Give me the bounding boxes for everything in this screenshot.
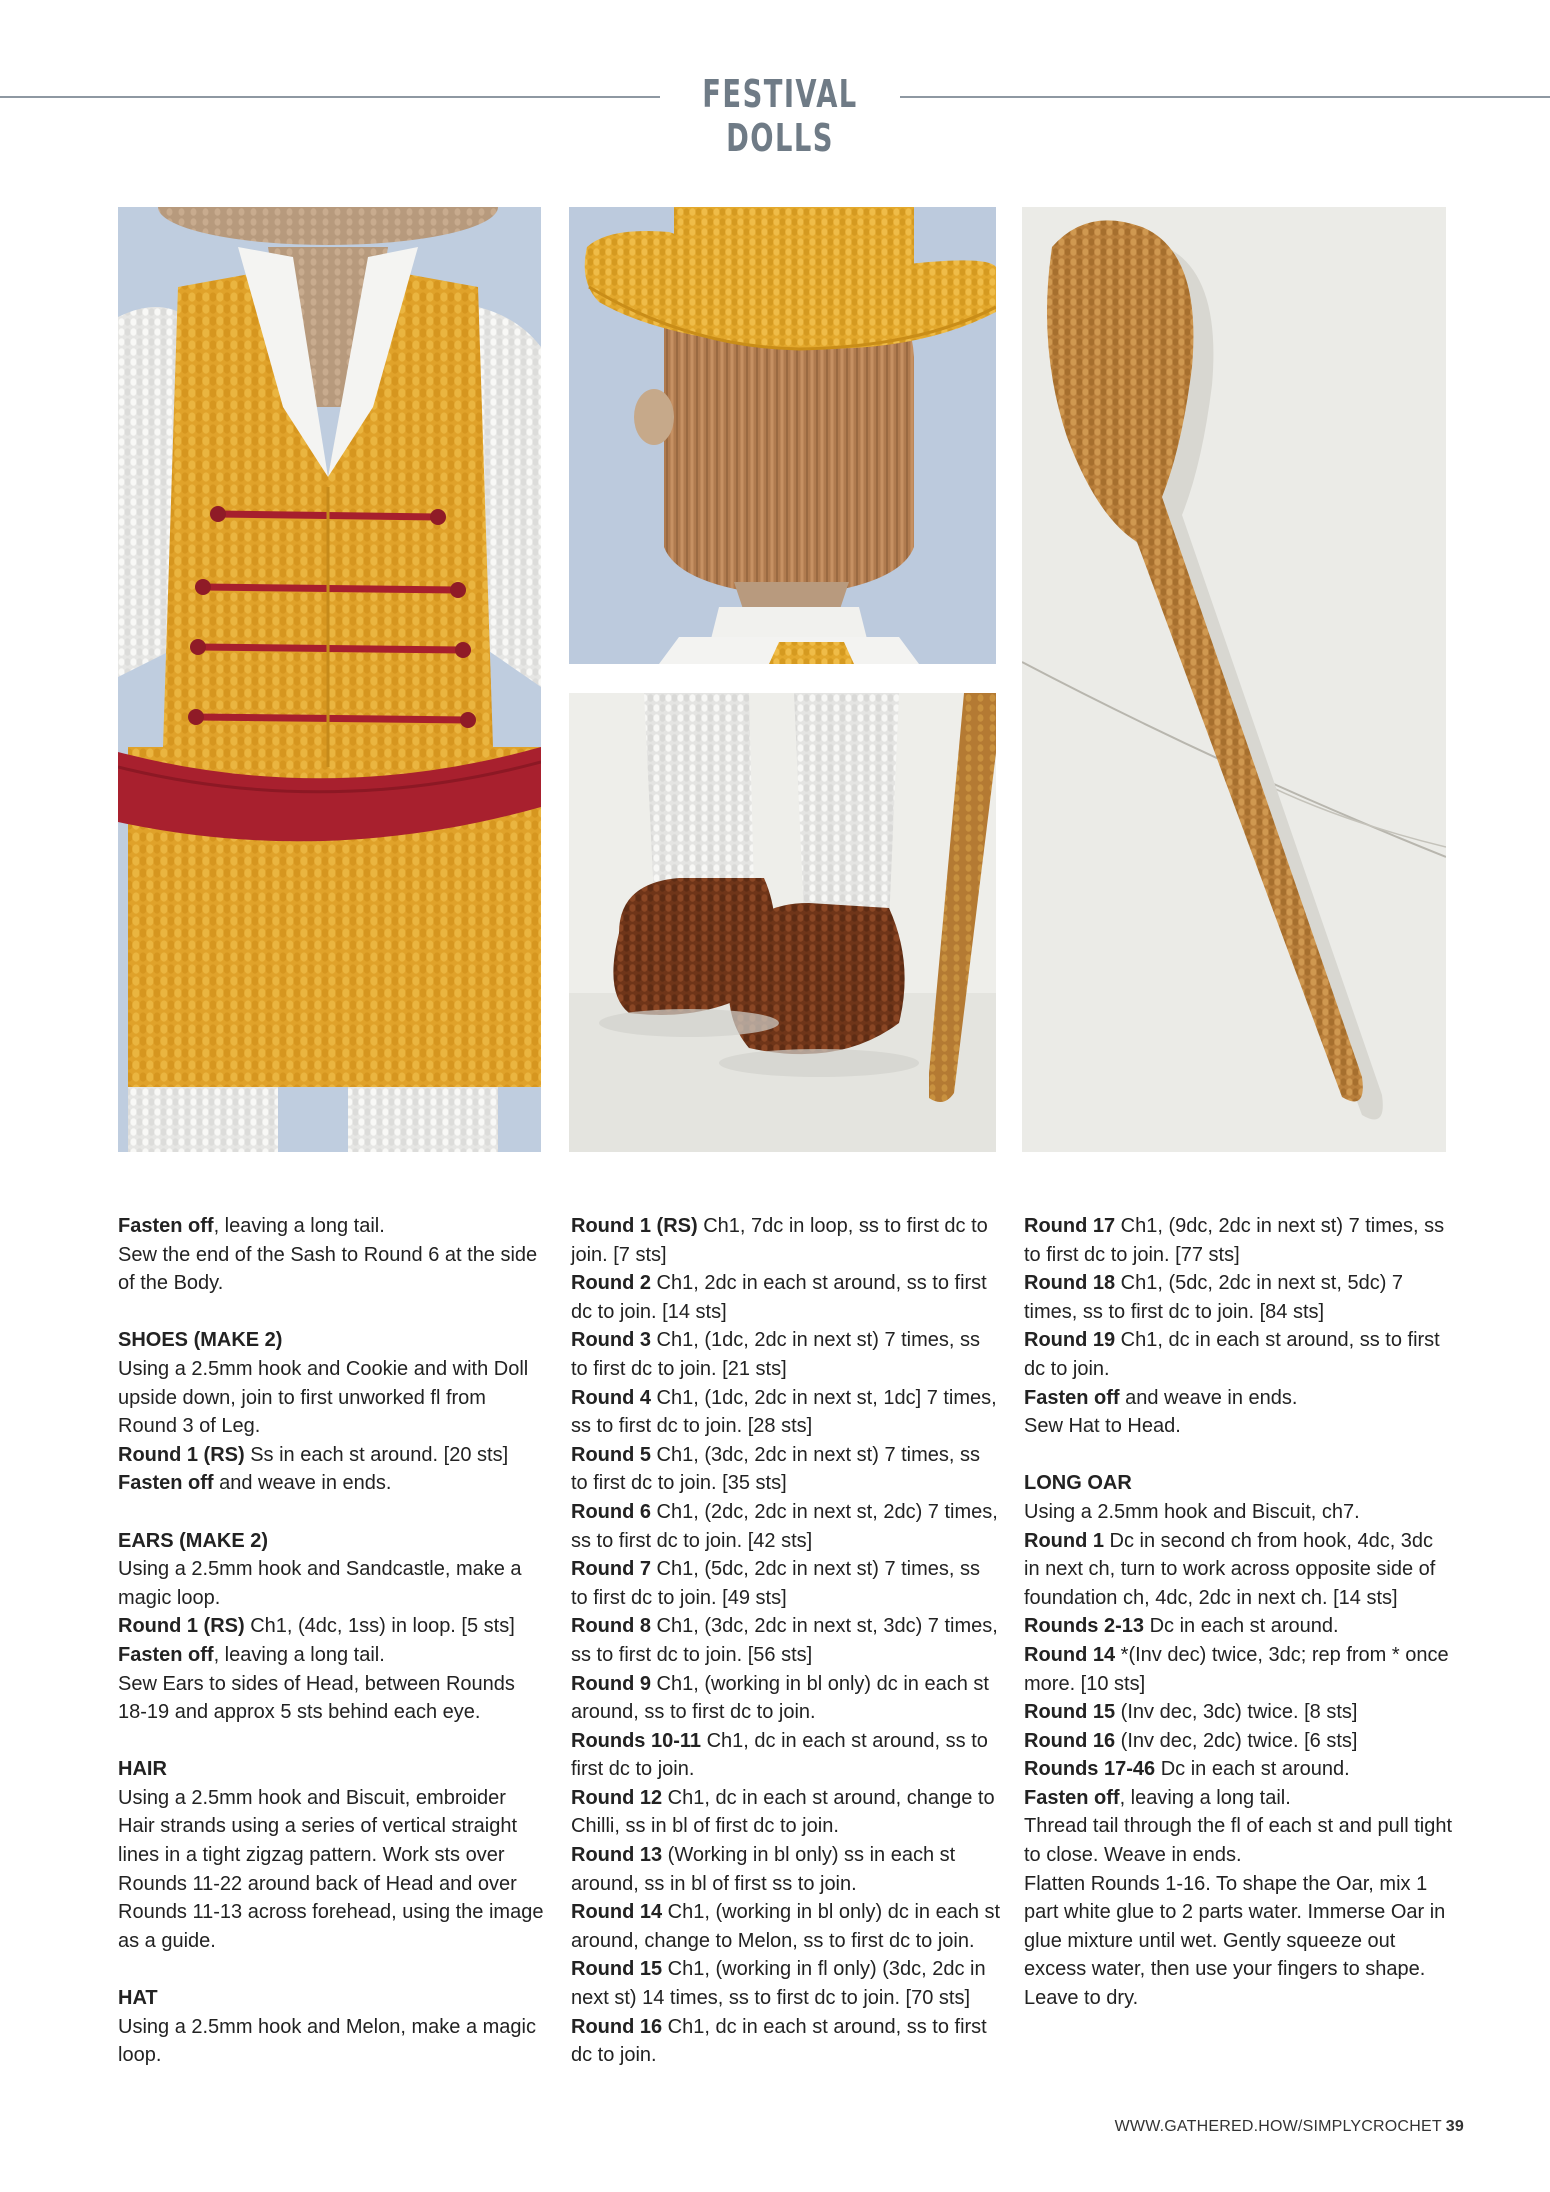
header-rule-right (900, 96, 1550, 98)
hat-round-entry: Round 14 Ch1, (working in bl only) dc in each st around, change to Melon, ss to first dc to join. (571, 1901, 1001, 1952)
oar-rounds-2-13: Rounds 2-13 Dc in each st around. (1024, 1615, 1339, 1638)
hat-intro: Using a 2.5mm hook and Melon, make a magic loop. (118, 2015, 536, 2067)
page-title: FESTIVAL DOLLS (702, 72, 858, 160)
hat-round-entry: Rounds 10-11 Ch1, dc in each st around, ss to first dc to join. (571, 1729, 988, 1781)
hat-round-entry: Round 7 Ch1, (5dc, 2dc in next st) 7 times, ss to first dc to join. [49 sts] (571, 1558, 981, 1609)
oar-intro: Using a 2.5mm hook and Biscuit, ch7. (1024, 1500, 1360, 1523)
page-number: 39 (1445, 2118, 1464, 2135)
hat-round-entry: Round 2 Ch1, 2dc in each st around, ss to first dc to join. [14 sts] (571, 1272, 987, 1323)
hair-instructions: Using a 2.5mm hook and Biscuit, embroider Hair strands using a series of vertical straight lines in a tight zigzag pattern. Work sts over Rounds 11-22 around back of Head and over Rounds 11-13 across forehead, using the image as a guide. (118, 1786, 544, 1952)
header-rule-left (0, 96, 660, 98)
doll-hat-photo (569, 207, 996, 664)
long-oar-heading: LONG OAR (1024, 1472, 1132, 1495)
shoes-fasten-off: Fasten off and weave in ends. (118, 1472, 392, 1495)
ears-fasten-off: Fasten off, leaving a long tail. (118, 1643, 385, 1666)
oar-shaping-note: Flatten Rounds 1-16. To shape the Oar, mix 1 part white glue to 2 parts water. Immerse Oar in glue mixture until wet. Gently squeeze out excess water, then use your fingers to shape. Leave to dry. (1024, 1872, 1446, 2010)
hat-round-18: Round 18 Ch1, (5dc, 2dc in next st, 5dc) 7 times, ss to first dc to join. [84 sts] (1024, 1272, 1404, 1323)
hat-round-entry: Round 9 Ch1, (working in bl only) dc in each st around, ss to first dc to join. (571, 1672, 989, 1724)
hat-round-entry: Round 15 Ch1, (working in fl only) (3dc, 2dc in next st) 14 times, ss to first dc to join. [70 sts] (571, 1958, 986, 2010)
oar-round-16: Round 16 (Inv dec, 2dc) twice. [6 sts] (1024, 1729, 1358, 1752)
sash-note: Sew the end of the Sash to Round 6 at the side of the Body. (118, 1243, 538, 1295)
hat-rounds-list (571, 1212, 1001, 2070)
hat-round-entry: Round 5 Ch1, (3dc, 2dc in next st) 7 times, ss to first dc to join. [35 sts] (571, 1443, 981, 1495)
oar-round-1: Round 1 Dc in second ch from hook, 4dc, 3dc in next ch, turn to work across opposite side of foundation ch, 4dc, 2dc in next ch. [14 sts] (1024, 1529, 1436, 1609)
shoes-heading: SHOES (MAKE 2) (118, 1329, 283, 1352)
hat-fasten-off: Fasten off and weave in ends. (1024, 1386, 1298, 1409)
ears-heading: EARS (MAKE 2) (118, 1529, 269, 1552)
oar-fasten-off: Fasten off, leaving a long tail. (1024, 1786, 1291, 1809)
hat-round-entry: Round 8 Ch1, (3dc, 2dc in next st, 3dc) 7 times, ss to first dc to join. [56 sts] (571, 1615, 998, 1666)
text-column-2 (571, 1212, 1001, 2070)
text-column-3 (1024, 1212, 1454, 2013)
ears-intro: Using a 2.5mm hook and Sandcastle, make a magic loop. (118, 1558, 522, 1609)
page-footer (1115, 2118, 1464, 2136)
hat-round-entry: Round 12 Ch1, dc in each st around, change to Chilli, ss in bl of first dc to join. (571, 1786, 995, 1838)
doll-front-photo (118, 207, 541, 1152)
oar-round-15: Round 15 (Inv dec, 3dc) twice. [8 sts] (1024, 1701, 1358, 1724)
ears-sew-note: Sew Ears to sides of Head, between Rounds 18-19 and approx 5 sts behind each eye. (118, 1672, 515, 1724)
hat-round-entry: Round 1 (RS) Ch1, 7dc in loop, ss to first dc to join. [7 sts] (571, 1215, 988, 1266)
hat-round-entry: Round 6 Ch1, (2dc, 2dc in next st, 2dc) 7 times, ss to first dc to join. [42 sts] (571, 1500, 998, 1552)
hat-round-entry: Round 13 (Working in bl only) ss in each st around, ss in bl of first ss to join. (571, 1844, 956, 1895)
oar-round-14: Round 14 *(Inv dec) twice, 3dc; rep from * once more. [10 sts] (1024, 1643, 1449, 1695)
hair-heading: HAIR (118, 1758, 167, 1781)
oar-photo (1022, 207, 1446, 1152)
ears-round-1: Round 1 (RS) Ch1, (4dc, 1ss) in loop. [5 sts] (118, 1615, 515, 1638)
hat-round-19: Round 19 Ch1, dc in each st around, ss to first dc to join. (1024, 1329, 1440, 1380)
shoes-intro: Using a 2.5mm hook and Cookie and with Doll upside down, join to first unworked fl from Round 3 of Leg. (118, 1357, 529, 1438)
footer-url[interactable]: WWW.GATHERED.HOW/SIMPLYCROCHET (1114, 2118, 1442, 2135)
page-header (0, 68, 1550, 160)
fasten-off-note: Fasten off, leaving a long tail. (118, 1215, 385, 1237)
hat-round-entry: Round 16 Ch1, dc in each st around, ss to first dc to join. (571, 2015, 987, 2067)
hat-round-entry: Round 3 Ch1, (1dc, 2dc in next st) 7 times, ss to first dc to join. [21 sts] (571, 1329, 981, 1380)
hat-heading: HAT (118, 1987, 158, 2010)
hat-round-17: Round 17 Ch1, (9dc, 2dc in next st) 7 times, ss to first dc to join. [77 sts] (1024, 1215, 1445, 1266)
hat-sew-note: Sew Hat to Head. (1024, 1415, 1181, 1438)
oar-rounds-17-46: Rounds 17-46 Dc in each st around. (1024, 1758, 1350, 1781)
hat-round-entry: Round 4 Ch1, (1dc, 2dc in next st, 1dc] 7 times, ss to first dc to join. [28 sts] (571, 1386, 997, 1438)
oar-finish-note: Thread tail through the fl of each st and pull tight to close. Weave in ends. (1024, 1815, 1453, 1867)
doll-shoes-photo (569, 693, 996, 1152)
shoes-round-1: Round 1 (RS) Ss in each st around. [20 sts] (118, 1443, 509, 1466)
text-column-1 (118, 1212, 548, 2070)
